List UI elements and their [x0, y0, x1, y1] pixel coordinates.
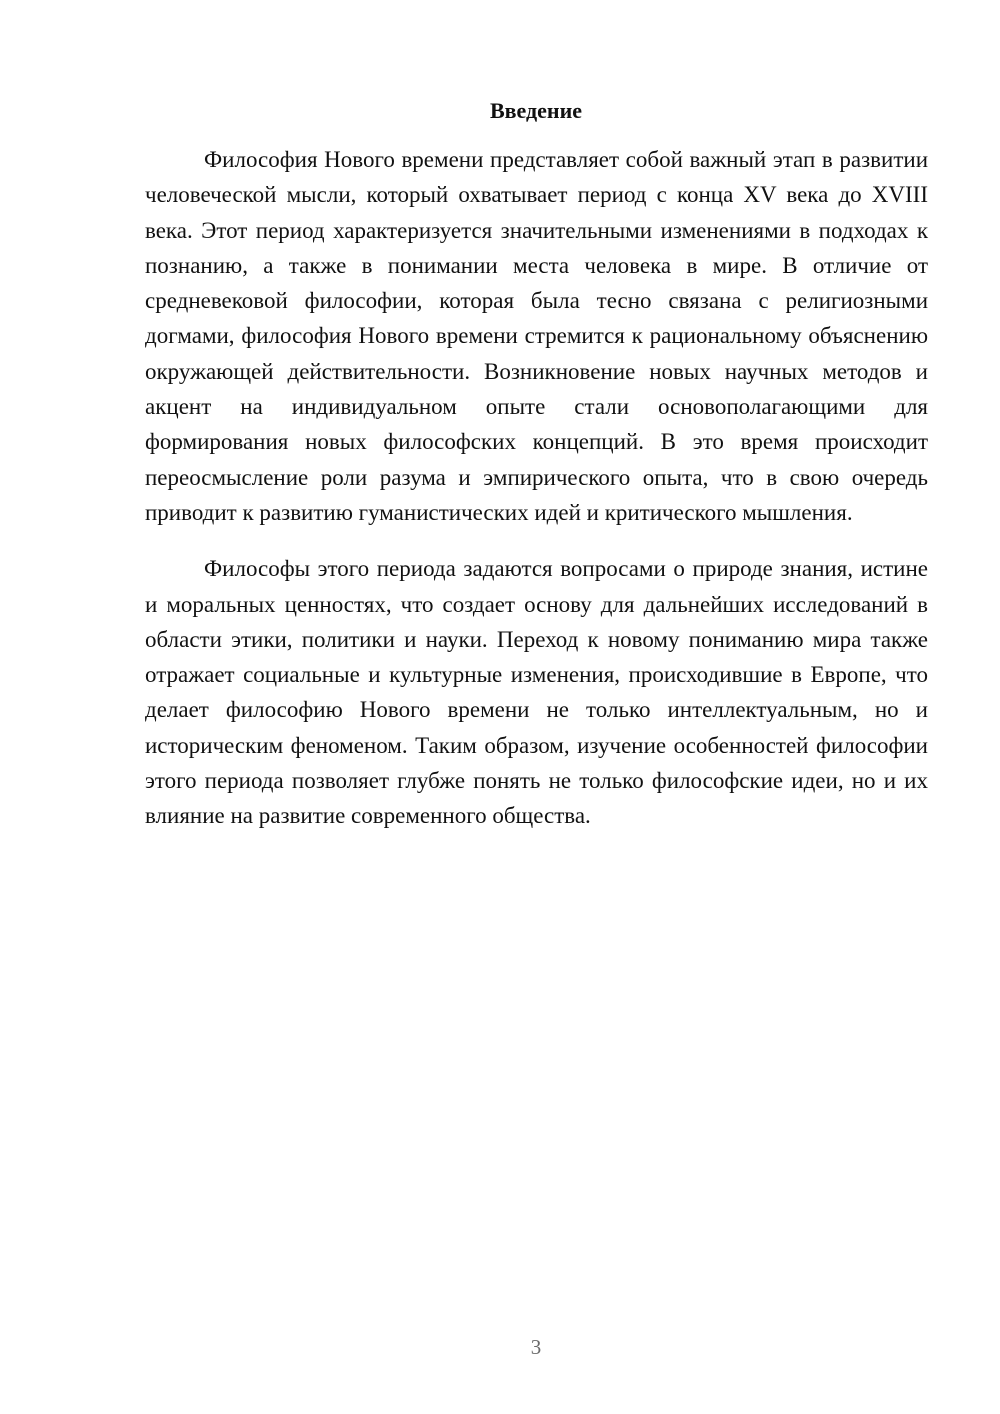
section-heading: Введение [489, 98, 583, 123]
page-number: 3 [530, 1335, 542, 1359]
paragraph-intro: Философия Нового времени представляет собой важный этап в развитии человеческой мысли, который охватывает период с конца XV века до XVIII века. Этот период характеризуется значительными изменениями в подходах к познанию, а также в понимании места человека в мире. В отличие от средневековой философии, которая была тесно связана с религиозными догмами, философия Нового времени стремится к рациональному объяснению окружающей действительности. Возникновение новых научных методов и акцент на индивидуальном опыте стали основополагающими для формирования новых философских концепций. В это время происходит переосмысление роли разума и эмпирического опыта, что в свою очередь приводит к развитию гуманистических идей и критического мышления. [145, 147, 928, 525]
body-text [145, 142, 928, 834]
paragraph-philosophers: Философы этого периода задаются вопросами о природе знания, истине и моральных ценностях, что создает основу для дальнейших исследований в области этики, политики и науки. Переход к новому пониманию мира также отражает социальные и культурные изменения, происходившие в Европе, что делает философию Нового времени не только интеллектуальным, но и историческим феноменом. Таким образом, изучение особенностей философии этого периода позволяет глубже понять не только философские идеи, но и их влияние на развитие современного общества. [145, 556, 928, 829]
